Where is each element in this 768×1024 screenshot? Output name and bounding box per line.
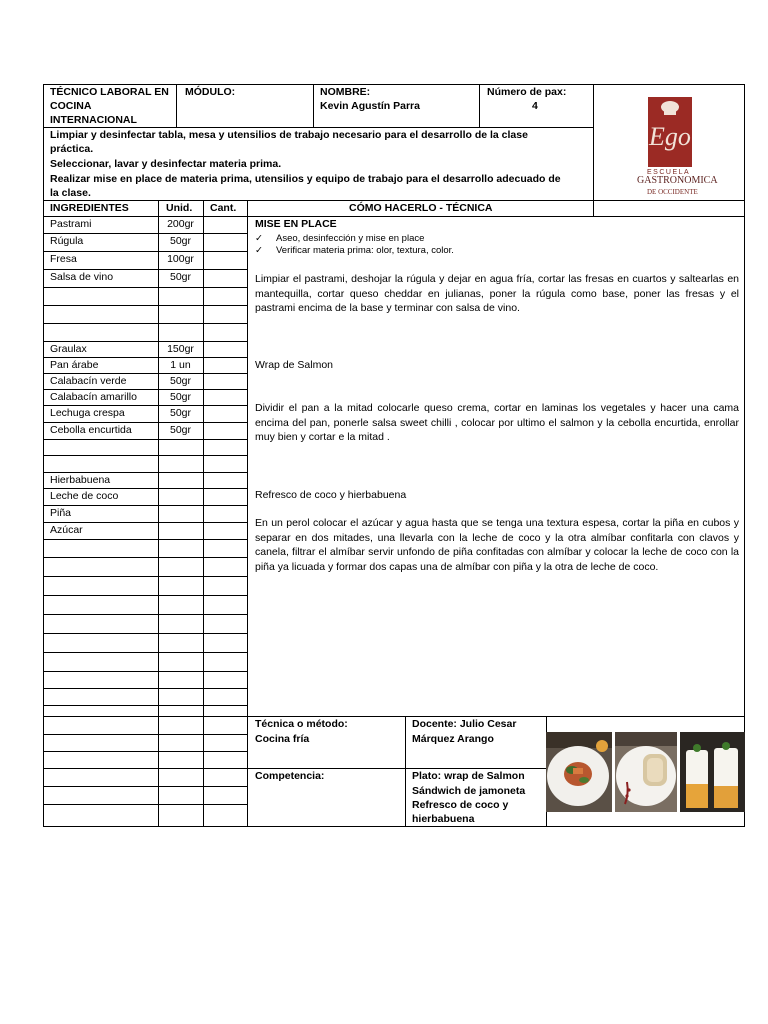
programa-line-3: INTERNACIONAL bbox=[50, 114, 137, 126]
ingredient-name: Piña bbox=[50, 507, 72, 519]
objective-line-4: Realizar mise en place de materia prima, utensilios y equipo de trabajo para el desarrollo adecuado de bbox=[50, 173, 561, 185]
ingredient-name: Rúgula bbox=[50, 235, 84, 247]
ingredient-row-line bbox=[43, 455, 247, 456]
photo-drinks bbox=[680, 732, 745, 812]
header-col-divider-3 bbox=[479, 84, 480, 127]
check-icon-1: ✓ bbox=[255, 233, 263, 244]
ingredient-name: Pan árabe bbox=[50, 359, 99, 371]
empty-row-line bbox=[43, 688, 247, 689]
check-item-2: Verificar materia prima: olor, textura, color. bbox=[276, 245, 454, 256]
ingredient-row-line bbox=[43, 305, 247, 306]
empty-row-line bbox=[43, 633, 247, 634]
ingredient-unit: 200gr bbox=[167, 218, 194, 230]
logo-line-1: ESCUELA bbox=[647, 169, 691, 176]
empty-row-line bbox=[43, 786, 247, 787]
photo-salmon bbox=[546, 732, 612, 812]
modulo-label: MÓDULO: bbox=[185, 86, 236, 98]
ingredient-unit: 50gr bbox=[169, 391, 191, 403]
objective-line-3: Seleccionar, lavar y desinfectar materia prima. bbox=[50, 158, 282, 170]
recipe-sheet bbox=[43, 84, 745, 827]
plato-line-4: hierbabuena bbox=[412, 813, 475, 825]
logo-divider bbox=[593, 84, 594, 216]
ingredient-row-line bbox=[43, 287, 247, 288]
technique-paragraph-3: En un perol colocar el azúcar y agua hasta que se tenga una textura espesa, cortar la piña en cubos y separar en dos mitades, una llevarla con la leche de coco y la otra almíbar confitarla con clavos y canela, filtrar el almíbar servir unfondo de piña confitadas con almíbar y colocar la leche de coco con la piña ya licuada y formar dos capas una de almíbar con piña y la otra de leche de coco. bbox=[255, 517, 739, 573]
ingredient-name: Lechuga crespa bbox=[50, 407, 125, 419]
empty-row-line bbox=[43, 557, 247, 558]
empty-row-line bbox=[43, 652, 247, 653]
ingredient-unit: 100gr bbox=[167, 253, 194, 265]
ingredient-name: Salsa de vino bbox=[50, 271, 114, 283]
check-item-1: Aseo, desinfección y mise en place bbox=[276, 233, 425, 244]
tecnica-value: Cocina fría bbox=[255, 733, 310, 745]
header-col-divider-1 bbox=[176, 84, 177, 127]
logo-emblem bbox=[648, 97, 692, 167]
ingredient-name: Calabacín amarillo bbox=[50, 391, 137, 403]
table-header-bottom bbox=[43, 216, 745, 217]
ingredient-name: Calabacín verde bbox=[50, 375, 127, 387]
check-icon-2: ✓ bbox=[255, 245, 263, 256]
empty-row-line bbox=[43, 716, 247, 717]
ingredient-unit: 1 un bbox=[170, 359, 191, 371]
plato-line-2: Sándwich de jamoneta bbox=[412, 785, 526, 797]
docente-line-2: Márquez Arango bbox=[412, 733, 494, 745]
logo-letters: Ego bbox=[649, 122, 691, 151]
col-divider-unid bbox=[158, 200, 159, 827]
empty-row-line bbox=[43, 576, 247, 577]
technique-paragraph-1: Limpiar el pastrami, deshojar la rúgula y dejar en agua fría, cortar las fresas en cuartos y saltearlas en mantequilla, cortar queso cheddar en julianas, poner la rúgula como base, poner las fresas y el pastrami encima de la base y terminar con salsa de vino. bbox=[255, 273, 739, 314]
plato-line-1: Plato: wrap de Salmon bbox=[412, 770, 525, 782]
empty-row-line bbox=[43, 671, 247, 672]
footer-divider-1 bbox=[405, 716, 406, 827]
ingredient-row-line bbox=[43, 439, 247, 440]
empty-row-line bbox=[43, 751, 247, 752]
ingredient-row-line bbox=[43, 505, 247, 506]
photo-sandwich bbox=[615, 732, 677, 812]
ingredient-name: Hierbabuena bbox=[50, 474, 111, 486]
objective-line-2: práctica. bbox=[50, 143, 94, 155]
col-ingredientes: INGREDIENTES bbox=[50, 202, 129, 214]
subtitle-wrap: Wrap de Salmon bbox=[255, 359, 334, 371]
empty-row-line bbox=[43, 734, 247, 735]
ingredient-name: Leche de coco bbox=[50, 490, 119, 502]
pax-value: 4 bbox=[532, 100, 538, 112]
empty-row-line bbox=[43, 614, 247, 615]
docente-line-1: Docente: Julio Cesar bbox=[412, 718, 517, 730]
ingredient-row-line bbox=[43, 323, 247, 324]
ingredient-unit: 50gr bbox=[169, 407, 191, 419]
col-divider-technique bbox=[247, 200, 248, 827]
competencia-label: Competencia: bbox=[255, 770, 325, 782]
objective-line-5: la clase. bbox=[50, 187, 91, 199]
pax-label: Número de pax: bbox=[487, 86, 567, 98]
programa-line-2: COCINA bbox=[50, 100, 92, 112]
col-unid: Unid. bbox=[166, 202, 193, 214]
col-divider-cant bbox=[203, 200, 204, 827]
ingredient-row-line bbox=[43, 539, 247, 540]
empty-row-line bbox=[43, 595, 247, 596]
ingredient-name: Cebolla encurtida bbox=[50, 424, 132, 436]
ingredient-unit: 50gr bbox=[169, 235, 191, 247]
header-col-divider-2 bbox=[313, 84, 314, 127]
ingredient-name: Azúcar bbox=[50, 524, 83, 536]
programa-line-1: TÉCNICO LABORAL EN bbox=[50, 86, 169, 98]
logo-line-3: DE OCCIDENTE bbox=[647, 188, 698, 196]
ingredient-unit: 50gr bbox=[169, 271, 191, 283]
col-cant: Cant. bbox=[210, 202, 237, 214]
subtitle-refresco: Refresco de coco y hierbabuena bbox=[255, 489, 407, 501]
empty-row-line bbox=[43, 705, 247, 706]
nombre-value: Kevin Agustín Parra bbox=[320, 100, 420, 112]
ingredient-name: Pastrami bbox=[50, 218, 92, 230]
col-como: CÓMO HACERLO - TÉCNICA bbox=[349, 202, 493, 214]
logo-line-2: GASTRONOMICA bbox=[637, 175, 718, 186]
ingredient-unit: 150gr bbox=[167, 343, 194, 355]
ingredient-name: Fresa bbox=[50, 253, 77, 265]
ingredient-unit: 50gr bbox=[169, 424, 191, 436]
tecnica-label: Técnica o método: bbox=[255, 718, 348, 730]
ingredient-name: Graulax bbox=[50, 343, 87, 355]
objective-line-1: Limpiar y desinfectar tabla, mesa y utensilios de trabajo necesario para el desarrollo de la clase bbox=[50, 129, 528, 141]
empty-row-line bbox=[43, 804, 247, 805]
nombre-label: NOMBRE: bbox=[320, 86, 371, 98]
ingredient-unit: 50gr bbox=[169, 375, 191, 387]
plato-line-3: Refresco de coco y bbox=[412, 799, 509, 811]
technique-paragraph-2: Dividir el pan a la mitad colocarle queso crema, cortar en laminas los vegetales y hacer una cama encima del pan, ponerle salsa sweet chilli , colocar por ultimo el salmon y la cebolla encurtida, enrollar muy bien y cortar e la mitad . bbox=[255, 402, 739, 443]
mise-title: MISE EN PLACE bbox=[255, 218, 337, 230]
empty-row-line bbox=[43, 768, 247, 769]
